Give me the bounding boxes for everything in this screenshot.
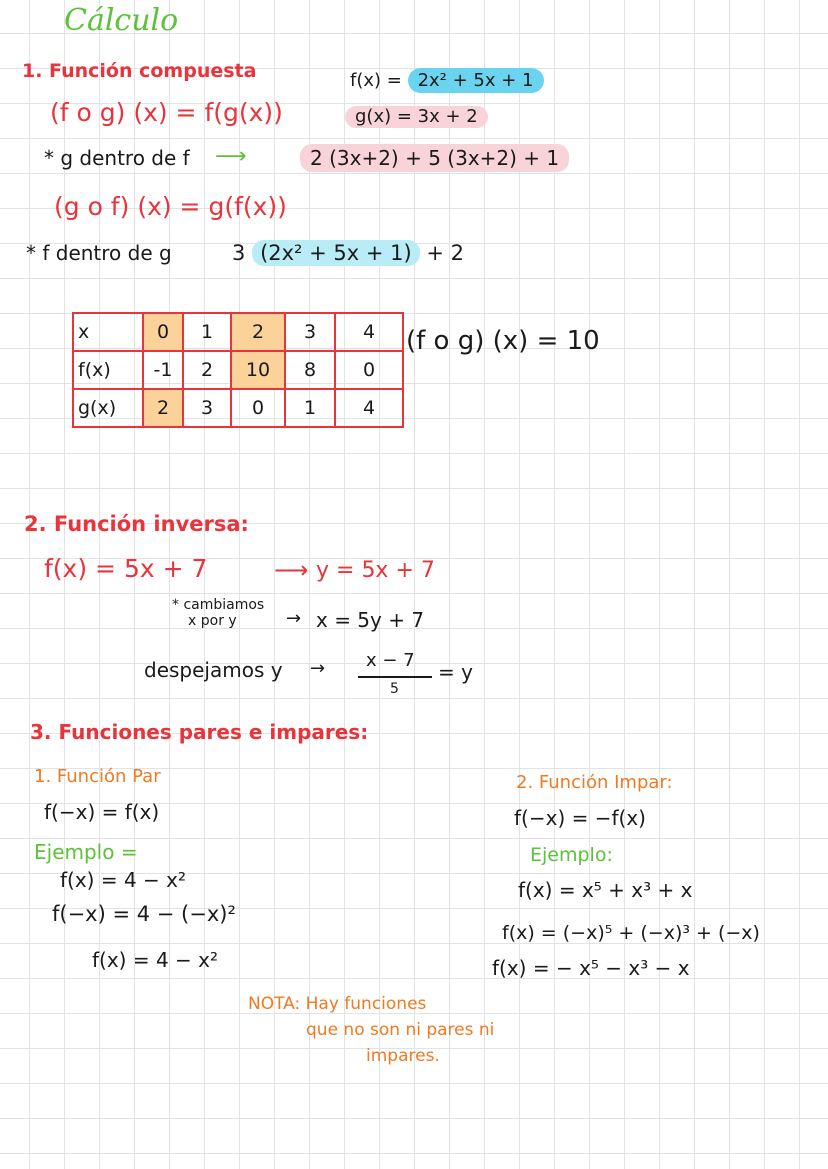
table-cell: g(x) [73, 389, 143, 427]
f-label: f(x) = [350, 70, 402, 91]
table-cell: f(x) [73, 351, 143, 389]
fraction-numerator: x − 7 [366, 650, 415, 671]
table-cell: 2 [183, 351, 231, 389]
table-cell: 4 [335, 389, 403, 427]
note-g-in-f: * g dentro de f [44, 146, 190, 170]
g-in-f-text: 2 (3x+2) + 5 (3x+2) + 1 [300, 144, 569, 172]
arrow-icon: ⟶ [215, 144, 247, 169]
table-cell: 1 [285, 389, 335, 427]
note-line-2: que no son ni pares ni [306, 1020, 495, 1040]
fog-definition: (f o g) (x) = f(g(x)) [50, 98, 283, 127]
table-cell: 0 [231, 389, 285, 427]
table-cell: 0 [143, 313, 183, 351]
note-f-in-g: * f dentro de g [26, 241, 172, 265]
note-line-1: NOTA: Hay funciones [248, 994, 427, 1014]
swap-note-2: x por y [188, 613, 237, 629]
f-in-g-prefix: 3 [232, 241, 246, 265]
fraction-bar [358, 676, 432, 678]
impar-line-2: f(x) = (−x)⁵ + (−x)³ + (−x) [502, 922, 760, 944]
arrow-icon: → [310, 658, 326, 679]
table-row [73, 351, 403, 389]
section-1-heading: 1. Función compuesta [22, 60, 257, 82]
par-line-3: f(x) = 4 − x² [92, 948, 219, 972]
table-cell: 2 [143, 389, 183, 427]
f-in-g-expression [232, 243, 464, 264]
impar-heading: 2. Función Impar: [516, 772, 673, 793]
y-definition: y = 5x + 7 [316, 558, 435, 583]
table-cell: 0 [335, 351, 403, 389]
solve-label: despejamos y [144, 658, 283, 682]
table-cell: 10 [231, 351, 285, 389]
table-cell: 2 [231, 313, 285, 351]
swap-note-1: * cambiamos [172, 597, 265, 613]
impar-line-1: f(x) = x⁵ + x³ + x [518, 878, 693, 902]
g-definition: g(x) = 3x + 2 [345, 106, 488, 128]
section-2-heading: 2. Función inversa: [24, 512, 249, 536]
par-rule: f(−x) = f(x) [44, 800, 160, 824]
table-cell: -1 [143, 351, 183, 389]
values-table [72, 312, 404, 428]
impar-line-3: f(x) = − x⁵ − x³ − x [492, 956, 690, 980]
par-heading: 1. Función Par [34, 766, 161, 787]
impar-example-label: Ejemplo: [530, 844, 613, 866]
page-title: Cálculo [64, 3, 179, 38]
equals-y: = y [438, 660, 473, 684]
inverse-f-definition: f(x) = 5x + 7 [44, 554, 208, 583]
f-in-g-highlight: (2x² + 5x + 1) [252, 240, 420, 266]
f-expression: 2x² + 5x + 1 [408, 68, 544, 93]
arrow-icon: → [286, 608, 302, 629]
arrow-icon: ⟶ [274, 556, 309, 584]
table-cell: x [73, 313, 143, 351]
table-cell: 3 [183, 389, 231, 427]
impar-rule: f(−x) = −f(x) [514, 806, 646, 830]
table-cell: 1 [183, 313, 231, 351]
table-row [73, 313, 403, 351]
fog-result: (f o g) (x) = 10 [406, 326, 600, 356]
g-in-f-expression [300, 148, 569, 168]
gof-definition: (g o f) (x) = g(f(x)) [54, 192, 287, 221]
par-line-2: f(−x) = 4 − (−x)² [52, 902, 236, 926]
par-example-label: Ejemplo = [34, 840, 138, 864]
note-line-3: impares. [366, 1046, 440, 1066]
swapped-equation: x = 5y + 7 [316, 608, 425, 632]
table-cell: 3 [285, 313, 335, 351]
table-row [73, 389, 403, 427]
fraction-denominator: 5 [390, 681, 399, 697]
table-cell: 8 [285, 351, 335, 389]
table-cell: 4 [335, 313, 403, 351]
par-line-1: f(x) = 4 − x² [60, 868, 187, 892]
f-definition [350, 72, 544, 90]
section-3-heading: 3. Funciones pares e impares: [30, 720, 369, 744]
f-in-g-suffix: + 2 [426, 241, 465, 265]
